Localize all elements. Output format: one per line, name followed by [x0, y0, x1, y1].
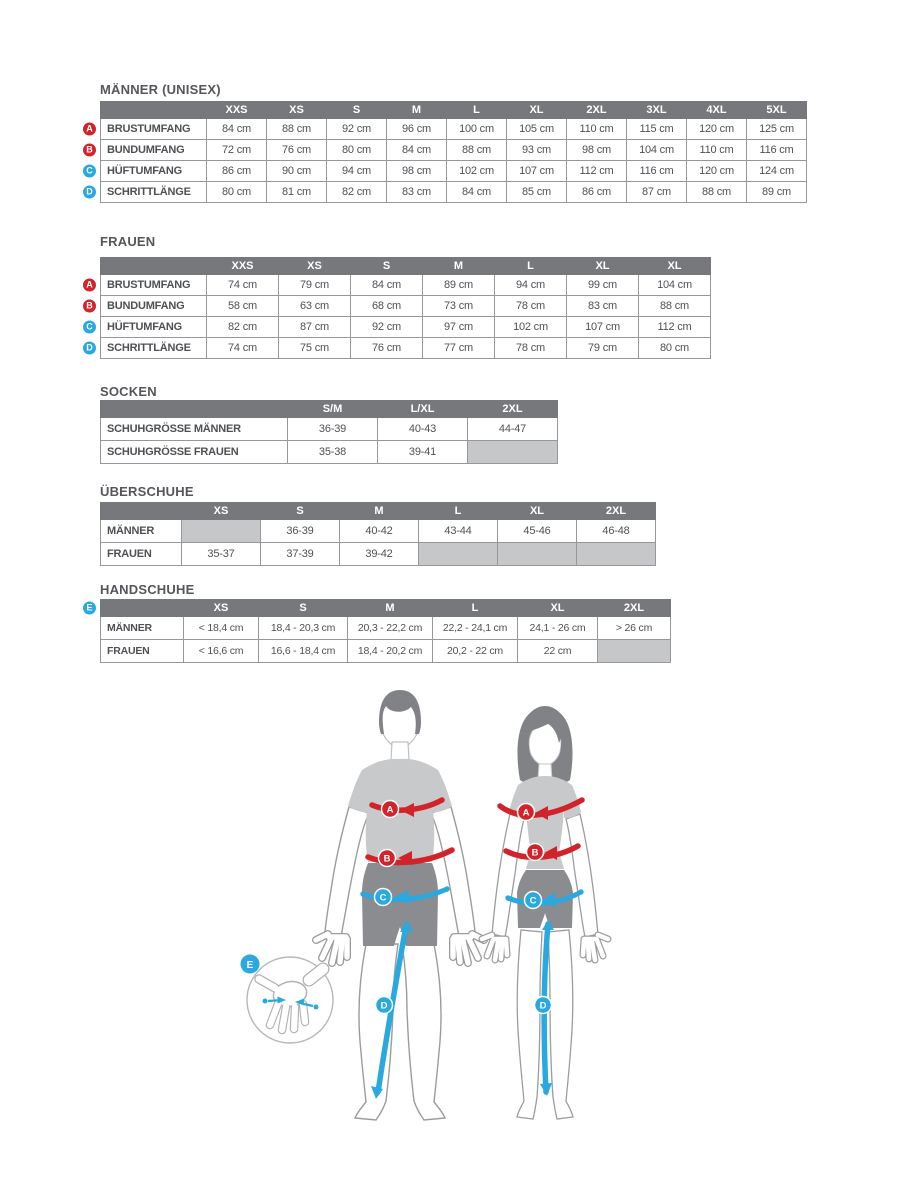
- size-value-cell: 37-39: [261, 543, 340, 566]
- size-value-cell: 80 cm: [327, 140, 387, 161]
- row-label-text: BUNDUMFANG: [107, 144, 185, 156]
- marker-b-female: B: [531, 847, 539, 859]
- size-value-cell: 107 cm: [567, 317, 639, 338]
- row-marker-badge: D: [83, 342, 96, 355]
- row-label-text: HÜFTUMFANG: [107, 165, 182, 177]
- row-marker-badge: B: [83, 300, 96, 313]
- size-value-cell: 80 cm: [207, 182, 267, 203]
- size-value-cell: 92 cm: [351, 317, 423, 338]
- size-value-cell: 84 cm: [207, 119, 267, 140]
- male-right-arm: [431, 807, 475, 936]
- size-column-header: L: [495, 258, 567, 275]
- size-column-header: XXS: [207, 258, 279, 275]
- row-label-text: BRUSTUMFANG: [107, 123, 191, 135]
- size-value-cell: 40-42: [340, 520, 419, 543]
- size-value-cell: 94 cm: [495, 275, 567, 296]
- table-title: FRAUEN: [100, 234, 156, 249]
- row-label: [86, 338, 207, 359]
- size-column-header: S: [261, 503, 340, 520]
- row-label-text: FRAUEN: [107, 645, 150, 657]
- size-value-cell: 100 cm: [447, 119, 507, 140]
- size-column-header: 2XL: [598, 600, 671, 617]
- size-value-cell: 102 cm: [447, 161, 507, 182]
- size-value-cell: 116 cm: [747, 140, 807, 161]
- header-corner-cell: [101, 102, 207, 119]
- size-value-cell: 35-38: [288, 441, 378, 464]
- size-value-cell: 104 cm: [639, 275, 711, 296]
- row-label: [86, 317, 207, 338]
- female-right-hand: [583, 935, 608, 960]
- table-row: [101, 182, 807, 203]
- size-value-cell: 98 cm: [387, 161, 447, 182]
- size-column-header: 2XL: [577, 503, 656, 520]
- marker-d-male: D: [380, 1000, 388, 1012]
- size-table: [86, 599, 671, 663]
- row-label: [101, 418, 288, 441]
- table-row: [101, 543, 656, 566]
- size-column-header: M: [340, 503, 419, 520]
- size-column-header: S: [351, 258, 423, 275]
- male-left-hand: [316, 934, 347, 963]
- row-label: [101, 617, 184, 640]
- size-column-header: L: [419, 503, 498, 520]
- size-column-header: L: [433, 600, 518, 617]
- size-value-cell: 18,4 - 20,2 cm: [348, 640, 433, 663]
- row-label: [101, 441, 288, 464]
- size-value-cell: 82 cm: [207, 317, 279, 338]
- size-value-cell: 43-44: [419, 520, 498, 543]
- size-column-header: S: [327, 102, 387, 119]
- size-value-cell: 72 cm: [207, 140, 267, 161]
- size-table: [86, 101, 807, 203]
- table-row: [101, 140, 807, 161]
- size-value-cell: 86 cm: [207, 161, 267, 182]
- table-row: [101, 161, 807, 182]
- table-row: [101, 275, 711, 296]
- size-column-header: XS: [184, 600, 259, 617]
- table-row: [101, 640, 671, 663]
- size-column-header: XL: [498, 503, 577, 520]
- size-value-cell: 88 cm: [639, 296, 711, 317]
- male-shorts: [362, 863, 438, 946]
- size-value-cell: 90 cm: [267, 161, 327, 182]
- male-figure: [316, 690, 484, 1120]
- size-value-cell: 79 cm: [279, 275, 351, 296]
- table-row: [101, 441, 558, 464]
- female-right-leg: [548, 930, 573, 1119]
- table-maenner-unisex: [86, 82, 807, 203]
- size-value-cell: 107 cm: [507, 161, 567, 182]
- size-value-cell: > 26 cm: [598, 617, 671, 640]
- size-column-header: XL: [639, 258, 711, 275]
- size-column-header: XL: [518, 600, 598, 617]
- size-value-cell: < 18,4 cm: [184, 617, 259, 640]
- row-label-text: SCHUHGRÖSSE MÄNNER: [107, 423, 241, 435]
- table-socken: [100, 384, 558, 464]
- row-label: [86, 140, 207, 161]
- size-column-header: 3XL: [627, 102, 687, 119]
- row-marker-badge: C: [83, 321, 96, 334]
- size-value-cell: 20,2 - 22 cm: [433, 640, 518, 663]
- row-label-text: MÄNNER: [107, 525, 155, 537]
- size-value-cell: 115 cm: [627, 119, 687, 140]
- marker-d-female: D: [539, 1000, 547, 1012]
- size-value-cell: 125 cm: [747, 119, 807, 140]
- size-value-cell: 89 cm: [747, 182, 807, 203]
- size-value-cell: 68 cm: [351, 296, 423, 317]
- table-row: [101, 119, 807, 140]
- size-value-cell: 45-46: [498, 520, 577, 543]
- size-value-cell: 58 cm: [207, 296, 279, 317]
- header-corner-cell: [101, 258, 207, 275]
- size-value-cell: 35-37: [182, 543, 261, 566]
- table-handschuhe: [86, 582, 671, 663]
- size-value-cell: 82 cm: [327, 182, 387, 203]
- size-value-cell: 84 cm: [351, 275, 423, 296]
- size-value-cell: 79 cm: [567, 338, 639, 359]
- male-left-arm: [325, 807, 369, 936]
- row-marker-badge: A: [83, 123, 96, 136]
- size-table: [100, 502, 656, 566]
- size-value-cell: 83 cm: [387, 182, 447, 203]
- size-column-header: XS: [267, 102, 327, 119]
- size-value-cell: 20,3 - 22,2 cm: [348, 617, 433, 640]
- female-left-hand: [482, 935, 507, 960]
- male-neck: [391, 742, 409, 760]
- female-figure: [482, 706, 608, 1119]
- size-value-cell: 87 cm: [279, 317, 351, 338]
- size-value-cell: 93 cm: [507, 140, 567, 161]
- row-label: [86, 161, 207, 182]
- size-column-header: S/M: [288, 401, 378, 418]
- row-marker-badge: C: [83, 165, 96, 178]
- size-value-cell: 120 cm: [687, 119, 747, 140]
- size-value-cell: 92 cm: [327, 119, 387, 140]
- empty-cell: [468, 441, 558, 464]
- size-column-header: L: [447, 102, 507, 119]
- size-value-cell: 39-41: [378, 441, 468, 464]
- table-row: [101, 418, 558, 441]
- size-column-header: M: [387, 102, 447, 119]
- table-title: HANDSCHUHE: [100, 582, 195, 597]
- size-value-cell: 94 cm: [327, 161, 387, 182]
- table-row: [101, 317, 711, 338]
- size-value-cell: 16,6 - 18,4 cm: [259, 640, 348, 663]
- hand-circle: [241, 955, 334, 1044]
- size-value-cell: 80 cm: [639, 338, 711, 359]
- size-value-cell: 105 cm: [507, 119, 567, 140]
- marker-a-female: A: [522, 807, 530, 819]
- size-value-cell: 44-47: [468, 418, 558, 441]
- size-column-header: M: [348, 600, 433, 617]
- size-column-header: XXS: [207, 102, 267, 119]
- table-row: [101, 338, 711, 359]
- row-marker-badge: A: [83, 279, 96, 292]
- size-column-header: L/XL: [378, 401, 468, 418]
- row-marker-badge: E: [83, 602, 96, 615]
- row-label-text: BUNDUMFANG: [107, 300, 185, 312]
- size-column-header: 2XL: [567, 102, 627, 119]
- empty-cell: [577, 543, 656, 566]
- size-value-cell: 86 cm: [567, 182, 627, 203]
- empty-cell: [498, 543, 577, 566]
- header-corner-cell: [86, 600, 184, 617]
- size-value-cell: 78 cm: [495, 296, 567, 317]
- male-waist-arrow: [368, 850, 452, 867]
- size-column-header: XS: [279, 258, 351, 275]
- size-value-cell: 97 cm: [423, 317, 495, 338]
- marker-e-hand: E: [246, 959, 254, 971]
- size-value-cell: 77 cm: [423, 338, 495, 359]
- size-value-cell: 112 cm: [567, 161, 627, 182]
- table-row: [101, 296, 711, 317]
- marker-c-female: C: [529, 895, 537, 907]
- empty-cell: [419, 543, 498, 566]
- size-value-cell: 88 cm: [267, 119, 327, 140]
- size-value-cell: 102 cm: [495, 317, 567, 338]
- size-value-cell: 46-48: [577, 520, 656, 543]
- size-value-cell: 75 cm: [279, 338, 351, 359]
- row-label-text: FRAUEN: [107, 548, 152, 560]
- size-value-cell: 110 cm: [687, 140, 747, 161]
- row-label: [101, 520, 182, 543]
- size-value-cell: 98 cm: [567, 140, 627, 161]
- row-label-text: BRUSTUMFANG: [107, 279, 191, 291]
- size-value-cell: 36-39: [261, 520, 340, 543]
- size-value-cell: 88 cm: [447, 140, 507, 161]
- row-label-text: SCHRITTLÄNGE: [107, 342, 191, 354]
- table-row: [101, 617, 671, 640]
- measurement-diagram: [230, 680, 690, 1150]
- size-table: [86, 257, 711, 359]
- table-title: ÜBERSCHUHE: [100, 484, 194, 499]
- row-label: [86, 182, 207, 203]
- size-value-cell: 22,2 - 24,1 cm: [433, 617, 518, 640]
- size-column-header: XL: [507, 102, 567, 119]
- size-value-cell: 76 cm: [267, 140, 327, 161]
- size-value-cell: 96 cm: [387, 119, 447, 140]
- size-value-cell: 22 cm: [518, 640, 598, 663]
- row-label-text: SCHUHGRÖSSE FRAUEN: [107, 446, 239, 458]
- size-value-cell: 110 cm: [567, 119, 627, 140]
- size-column-header: XS: [182, 503, 261, 520]
- row-label: [86, 119, 207, 140]
- size-value-cell: 89 cm: [423, 275, 495, 296]
- header-corner-cell: [101, 401, 288, 418]
- size-value-cell: 74 cm: [207, 338, 279, 359]
- size-column-header: 4XL: [687, 102, 747, 119]
- size-value-cell: 63 cm: [279, 296, 351, 317]
- size-value-cell: < 16,6 cm: [184, 640, 259, 663]
- row-label-text: SCHRITTLÄNGE: [107, 186, 191, 198]
- size-value-cell: 87 cm: [627, 182, 687, 203]
- size-value-cell: 24,1 - 26 cm: [518, 617, 598, 640]
- size-value-cell: 36-39: [288, 418, 378, 441]
- size-column-header: 2XL: [468, 401, 558, 418]
- header-corner-cell: [101, 503, 182, 520]
- marker-b-male: B: [383, 853, 391, 865]
- size-value-cell: 99 cm: [567, 275, 639, 296]
- size-value-cell: 83 cm: [567, 296, 639, 317]
- female-left-leg: [517, 930, 542, 1119]
- table-title: MÄNNER (UNISEX): [100, 82, 221, 97]
- size-value-cell: 74 cm: [207, 275, 279, 296]
- size-value-cell: 84 cm: [447, 182, 507, 203]
- size-value-cell: 78 cm: [495, 338, 567, 359]
- size-value-cell: 81 cm: [267, 182, 327, 203]
- size-value-cell: 84 cm: [387, 140, 447, 161]
- size-column-header: XL: [567, 258, 639, 275]
- size-value-cell: 88 cm: [687, 182, 747, 203]
- table-frauen: [86, 234, 711, 359]
- size-value-cell: 39-42: [340, 543, 419, 566]
- size-value-cell: 73 cm: [423, 296, 495, 317]
- row-label: [101, 543, 182, 566]
- size-value-cell: 76 cm: [351, 338, 423, 359]
- marker-c-male: C: [379, 892, 387, 904]
- empty-cell: [598, 640, 671, 663]
- hand-circumference-marker: [241, 955, 260, 974]
- size-value-cell: 120 cm: [687, 161, 747, 182]
- size-value-cell: 18,4 - 20,3 cm: [259, 617, 348, 640]
- male-right-leg: [402, 944, 445, 1120]
- row-label-text: HÜFTUMFANG: [107, 321, 182, 333]
- size-value-cell: 104 cm: [627, 140, 687, 161]
- empty-cell: [182, 520, 261, 543]
- size-table: [100, 400, 558, 464]
- size-column-header: M: [423, 258, 495, 275]
- size-value-cell: 124 cm: [747, 161, 807, 182]
- row-label: [86, 275, 207, 296]
- size-column-header: S: [259, 600, 348, 617]
- size-value-cell: 40-43: [378, 418, 468, 441]
- size-value-cell: 116 cm: [627, 161, 687, 182]
- row-label: [101, 640, 184, 663]
- table-title: SOCKEN: [100, 384, 157, 399]
- size-value-cell: 112 cm: [639, 317, 711, 338]
- row-marker-badge: B: [83, 144, 96, 157]
- row-label: [86, 296, 207, 317]
- row-label-text: MÄNNER: [107, 622, 152, 634]
- table-ueberschuhe: [100, 484, 656, 566]
- marker-a-male: A: [386, 804, 394, 816]
- size-column-header: 5XL: [747, 102, 807, 119]
- row-marker-badge: D: [83, 186, 96, 199]
- size-value-cell: 85 cm: [507, 182, 567, 203]
- table-row: [101, 520, 656, 543]
